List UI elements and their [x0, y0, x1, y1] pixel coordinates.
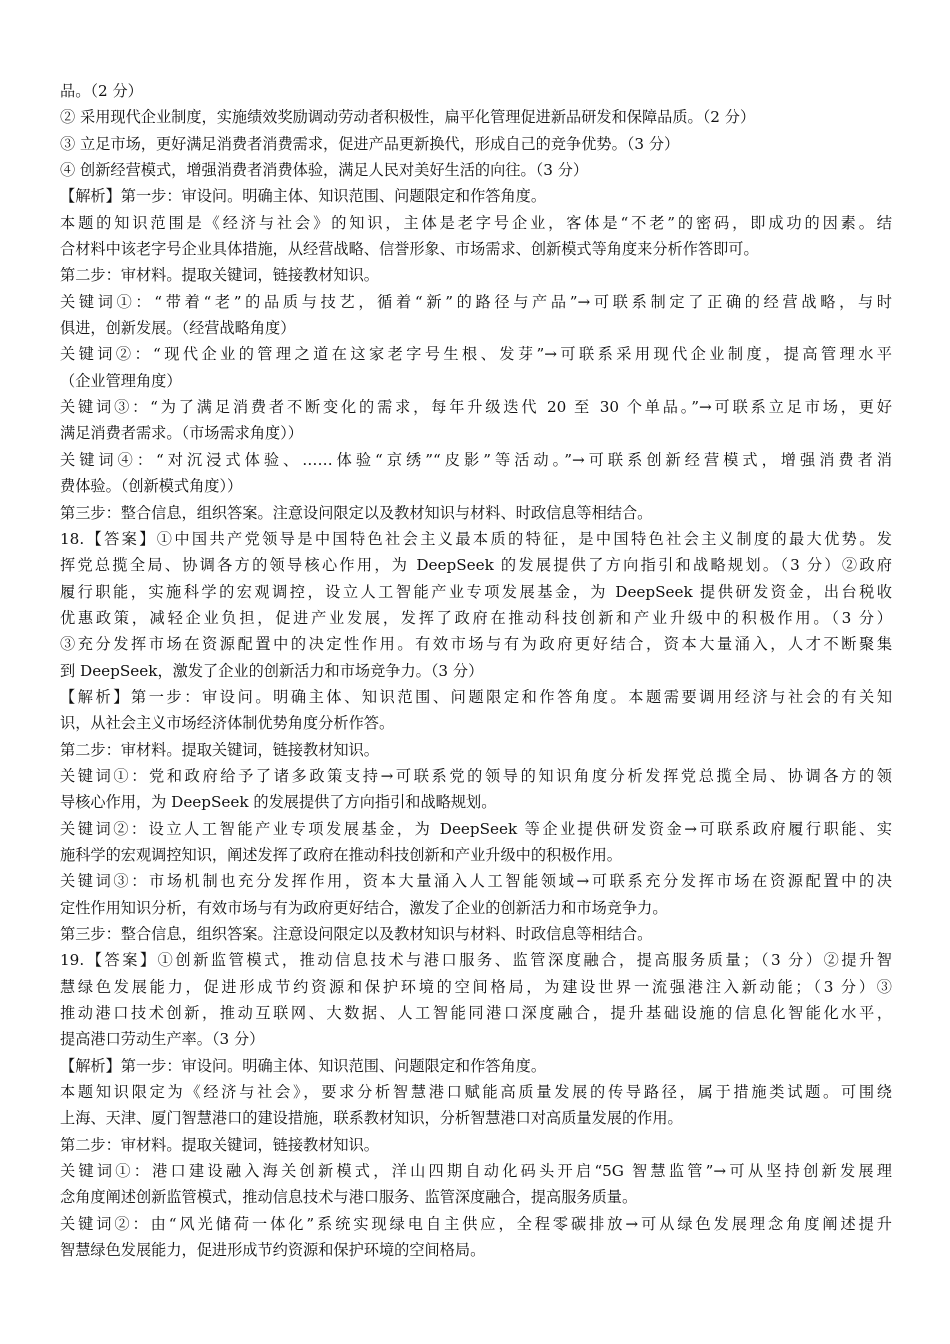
text-line: 念角度阐述创新监管模式，推动信息技术与港口服务、监管深度融合，提高服务质量。	[60, 1188, 638, 1207]
text-line: 关键词②：由“风光储荷一体化”系统实现绿电自主供应，全程零碳排放→可从绿色发展理念角度阐述提升	[60, 1214, 892, 1233]
text-line: 履行职能，实施科学的宏观调控，设立人工智能产业专项发展基金，为 DeepSeek 提供研发资金，出台税收	[60, 582, 892, 601]
text-line: 导核心作用，为 DeepSeek 的发展提供了方向指引和战略规划。	[60, 793, 497, 812]
text-line: （企业管理角度）	[60, 371, 182, 390]
text-line: 费体验。（创新模式角度））	[60, 477, 243, 496]
text-line: 挥党总揽全局、协调各方的领导核心作用，为 DeepSeek 的发展提供了方向指引和战略规划。（3 分）②政府	[60, 556, 892, 575]
text-line: 第三步：整合信息，组织答案。注意设问限定以及教材知识与材料、时政信息等相结合。	[60, 925, 653, 943]
text-line: 上海、天津、厦门智慧港口的建设措施，联系教材知识，分析智慧港口对高质量发展的作用。	[60, 1109, 683, 1128]
text-line: 提高港口劳动生产率。（3 分）	[60, 1030, 265, 1049]
text-line: 智慧绿色发展能力，促进形成节约资源和保护环境的空间格局。	[60, 1241, 486, 1260]
text-line: 第二步：审材料。提取关键词，链接教材知识。	[60, 266, 379, 285]
text-line: 合材料中该老字号企业具体措施，从经营战略、信誉形象、市场需求、创新模式等角度来分析作答即可。	[60, 240, 759, 259]
text-line: ④ 创新经营模式，增强消费者消费体验，满足人民对美好生活的向往。（3 分）	[60, 161, 589, 180]
text-line: 推动港口技术创新，推动互联网、大数据、人工智能同港口深度融合，提升基础设施的信息化智能化水平，	[60, 1004, 892, 1023]
text-line: 关键词②：设立人工智能产业专项发展基金，为 DeepSeek 等企业提供研发资金→可联系政府履行职能、实	[60, 819, 892, 838]
text-line: ③ 立足市场，更好满足消费者消费需求，促进产品更新换代，形成自己的竞争优势。（3 分）	[60, 134, 680, 153]
text-line: 俱进，创新发展。（经营战略角度）	[60, 319, 296, 338]
text-line: 慧绿色发展能力，促进形成节约资源和保护环境的空间格局，为建设世界一流强港注入新动能；（3 分）③	[60, 977, 892, 996]
text-line: 关键词③：市场机制也充分发挥作用，资本大量涌入人工智能领域→可联系充分发挥市场在资源配置中的决	[60, 872, 892, 891]
text-line: 关键词①：“带着“老”的品质与技艺，循着“新”的路径与产品”→可联系制定了正确的经营战略，与时	[60, 292, 892, 311]
text-line: 识，从社会主义市场经济体制优势角度分析作答。	[60, 714, 395, 733]
text-line: 满足消费者需求。（市场需求角度））	[60, 424, 303, 443]
text-line: 19.【答案】①创新监管模式，推动信息技术与港口服务、监管深度融合，提高服务质量；（3 分）②提升智	[60, 951, 892, 970]
text-line: 定性作用知识分析，有效市场与有为政府更好结合，激发了企业的创新活力和市场竞争力。	[60, 898, 668, 917]
text-line: 本题的知识范围是《经济与社会》的知识，主体是老字号企业，客体是“不老”的密码，即成功的因素。结	[60, 213, 892, 232]
text-line: 优惠政策，减轻企业负担，促进产业发展，发挥了政府在推动科技创新和产业升级中的积极作用。（3 分）	[60, 608, 892, 627]
text-line: 第二步：审材料。提取关键词，链接教材知识。	[60, 1135, 379, 1154]
text-line: 施科学的宏观调控知识，阐述发挥了政府在推动科技创新和产业升级中的积极作用。	[60, 845, 622, 864]
text-line: 到 DeepSeek，激发了企业的创新活力和市场竞争力。（3 分）	[60, 661, 484, 680]
text-line: 第三步：整合信息，组织答案。注意设问限定以及教材知识与材料、时政信息等相结合。	[60, 503, 653, 522]
text-line: 关键词①：港口建设融入海关创新模式，洋山四期自动化码头开启“5G 智慧监管”→可从坚持创新发展理	[60, 1162, 892, 1181]
text-line: 品。（2 分）	[60, 82, 143, 100]
text-line: 【解析】第一步：审设问。明确主体、知识范围、问题限定和作答角度。	[60, 1056, 546, 1075]
text-line: 关键词②：“现代企业的管理之道在这家老字号生根、发芽”→可联系采用现代企业制度，提高管理水平	[60, 345, 892, 364]
text-line: ② 采用现代企业制度，实施绩效奖励调动劳动者积极性，扁平化管理促进新品研发和保障品质。（2 分）	[60, 108, 756, 127]
text-line: 本题知识限定为《经济与社会》，要求分析智慧港口赋能高质量发展的传导路径，属于措施类试题。可围绕	[60, 1083, 892, 1102]
text-line: 关键词①：党和政府给予了诸多政策支持→可联系党的领导的知识角度分析发挥党总揽全局、协调各方的领	[60, 766, 892, 785]
text-line: 关键词④：“对沉浸式体验、……体验“京绣”“皮影”等活动。”→可联系创新经营模式，增强消费者消	[60, 450, 892, 469]
document-page	[60, 78, 892, 1263]
text-line: 18.【答案】①中国共产党领导是中国特色社会主义最本质的特征，是中国特色社会主义制度的最大优势。发	[60, 529, 892, 548]
text-line: 关键词③：“为了满足消费者不断变化的需求，每年升级迭代 20 至 30 个单品。”→可联系立足市场，更好	[60, 398, 892, 417]
text-line: 【解析】第一步：审设问。明确主体、知识范围、问题限定和作答角度。	[60, 187, 546, 206]
text-line: 【解析】第一步：审设问。明确主体、知识范围、问题限定和作答角度。本题需要调用经济与社会的有关知	[60, 687, 892, 706]
text-line: ③充分发挥市场在资源配置中的决定性作用。有效市场与有为政府更好结合，资本大量涌入，人才不断聚集	[60, 635, 892, 654]
text-line: 第二步：审材料。提取关键词，链接教材知识。	[60, 740, 379, 759]
